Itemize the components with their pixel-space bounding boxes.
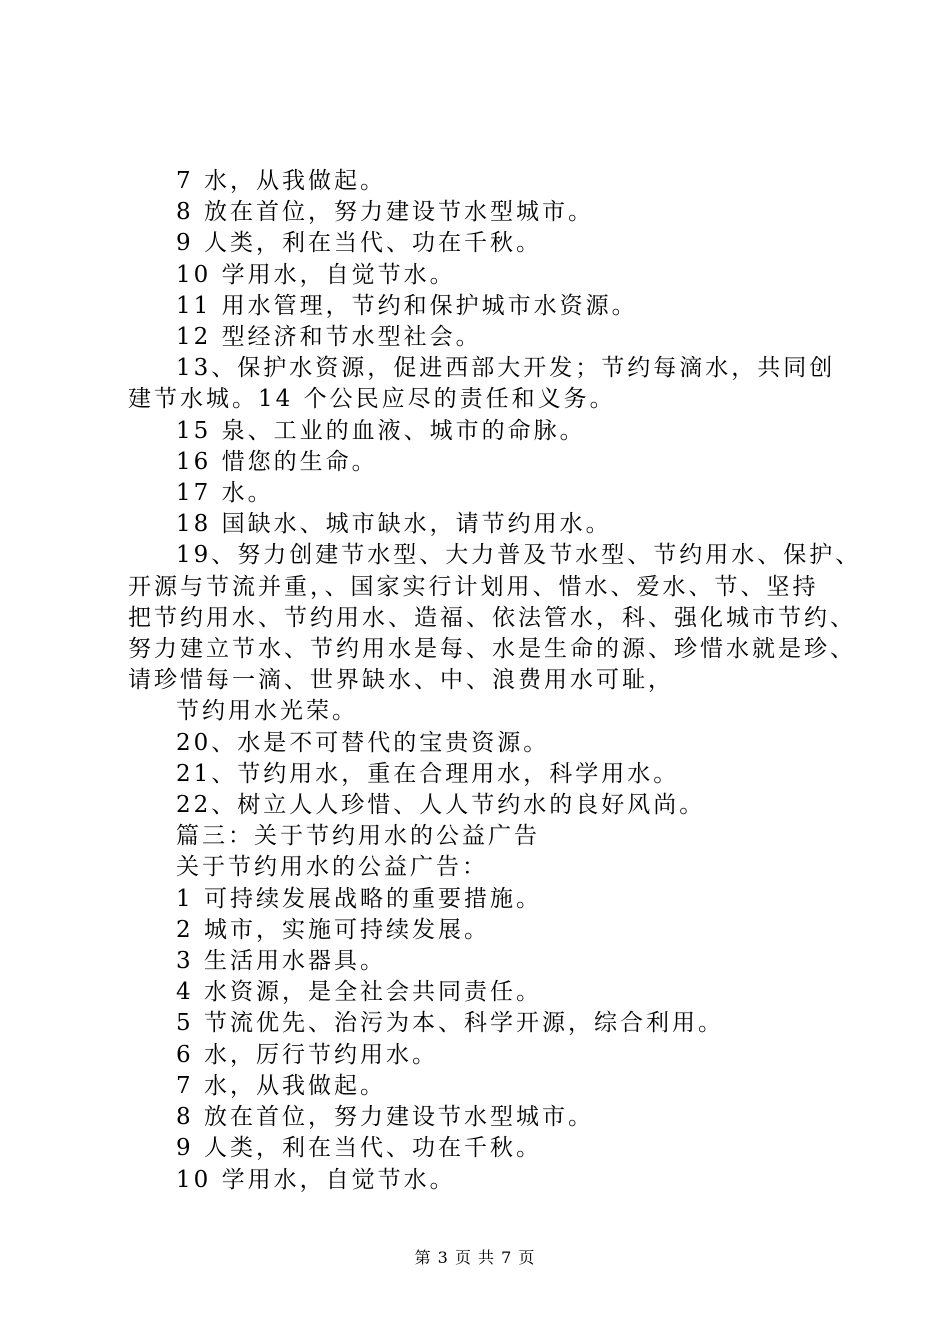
text-line: 8 放在首位，努力建设节水型城市。 (176, 199, 594, 226)
section-heading: 篇三：关于节约用水的公益广告 (176, 823, 540, 850)
text-line: 12 型经济和节水型社会。 (176, 324, 482, 351)
text-line: 1 可持续发展战略的重要措施。 (176, 885, 542, 912)
page-number-footer: 第 3 页 共 7 页 (414, 1248, 536, 1267)
document-body (128, 166, 862, 1196)
text-line: 10 学用水，自觉节水。 (176, 1166, 456, 1193)
text-line: 3 生活用水器具。 (176, 948, 386, 975)
text-line: 17 水。 (176, 480, 274, 507)
text-line: 7 水，从我做起。 (176, 168, 386, 194)
text-line: 关于节约用水的公益广告： (176, 854, 488, 881)
paragraph-19 (128, 540, 862, 696)
text-line: 10 学用水，自觉节水。 (176, 261, 456, 288)
text-line: 7 水，从我做起。 (176, 1072, 386, 1099)
text-line: 22、树立人人珍惜、人人节约水的良好风尚。 (176, 792, 706, 819)
text-line: 9 人类，利在当代、功在千秋。 (176, 230, 542, 257)
text-line: 建节水城。14 个公民应尽的责任和义务。 (128, 386, 616, 413)
text-line: 13、保护水资源，促进西部大开发；节约每滴水，共同创 (176, 355, 836, 382)
text-line: 2 城市，实施可持续发展。 (176, 916, 490, 943)
text-line: 节约用水光荣。 (176, 698, 358, 725)
text-line: 5 节流优先、治污为本、科学开源，综合利用。 (176, 1010, 724, 1037)
text-line: 请珍惜每一滴、世界缺水、中、浪费用水可耻， (128, 667, 674, 694)
text-line: 4 水资源，是全社会共同责任。 (176, 979, 542, 1006)
text-line: 把节约用水、节约用水、造福、依法管水，科、强化城市节约、 (128, 604, 856, 631)
text-line: 11 用水管理，节约和保护城市水资源。 (176, 292, 638, 319)
text-line: 9 人类，利在当代、功在千秋。 (176, 1135, 542, 1162)
text-line: 20、水是不可替代的宝贵资源。 (176, 729, 550, 756)
text-line: 8 放在首位，努力建设节水型城市。 (176, 1104, 594, 1131)
text-line: 19、努力创建节水型、大力普及节水型、节约用水、保护、 (176, 542, 862, 569)
text-line: 18 国缺水、城市缺水，请节约用水。 (176, 511, 612, 538)
text-line: 努力建立节水、节约用水是每、水是生命的源、珍惜水就是珍、 (128, 636, 856, 663)
text-line: 开源与节流并重，、国家实行计划用、惜水、爱水、节、坚持 (128, 573, 819, 600)
text-line: 15 泉、工业的血液、城市的命脉。 (176, 417, 586, 444)
text-line: 16 惜您的生命。 (176, 448, 378, 475)
paragraph-13 (128, 353, 838, 415)
text-line: 21、节约用水，重在合理用水，科学用水。 (176, 760, 680, 787)
text-line: 6 水，厉行节约用水。 (176, 1041, 438, 1068)
